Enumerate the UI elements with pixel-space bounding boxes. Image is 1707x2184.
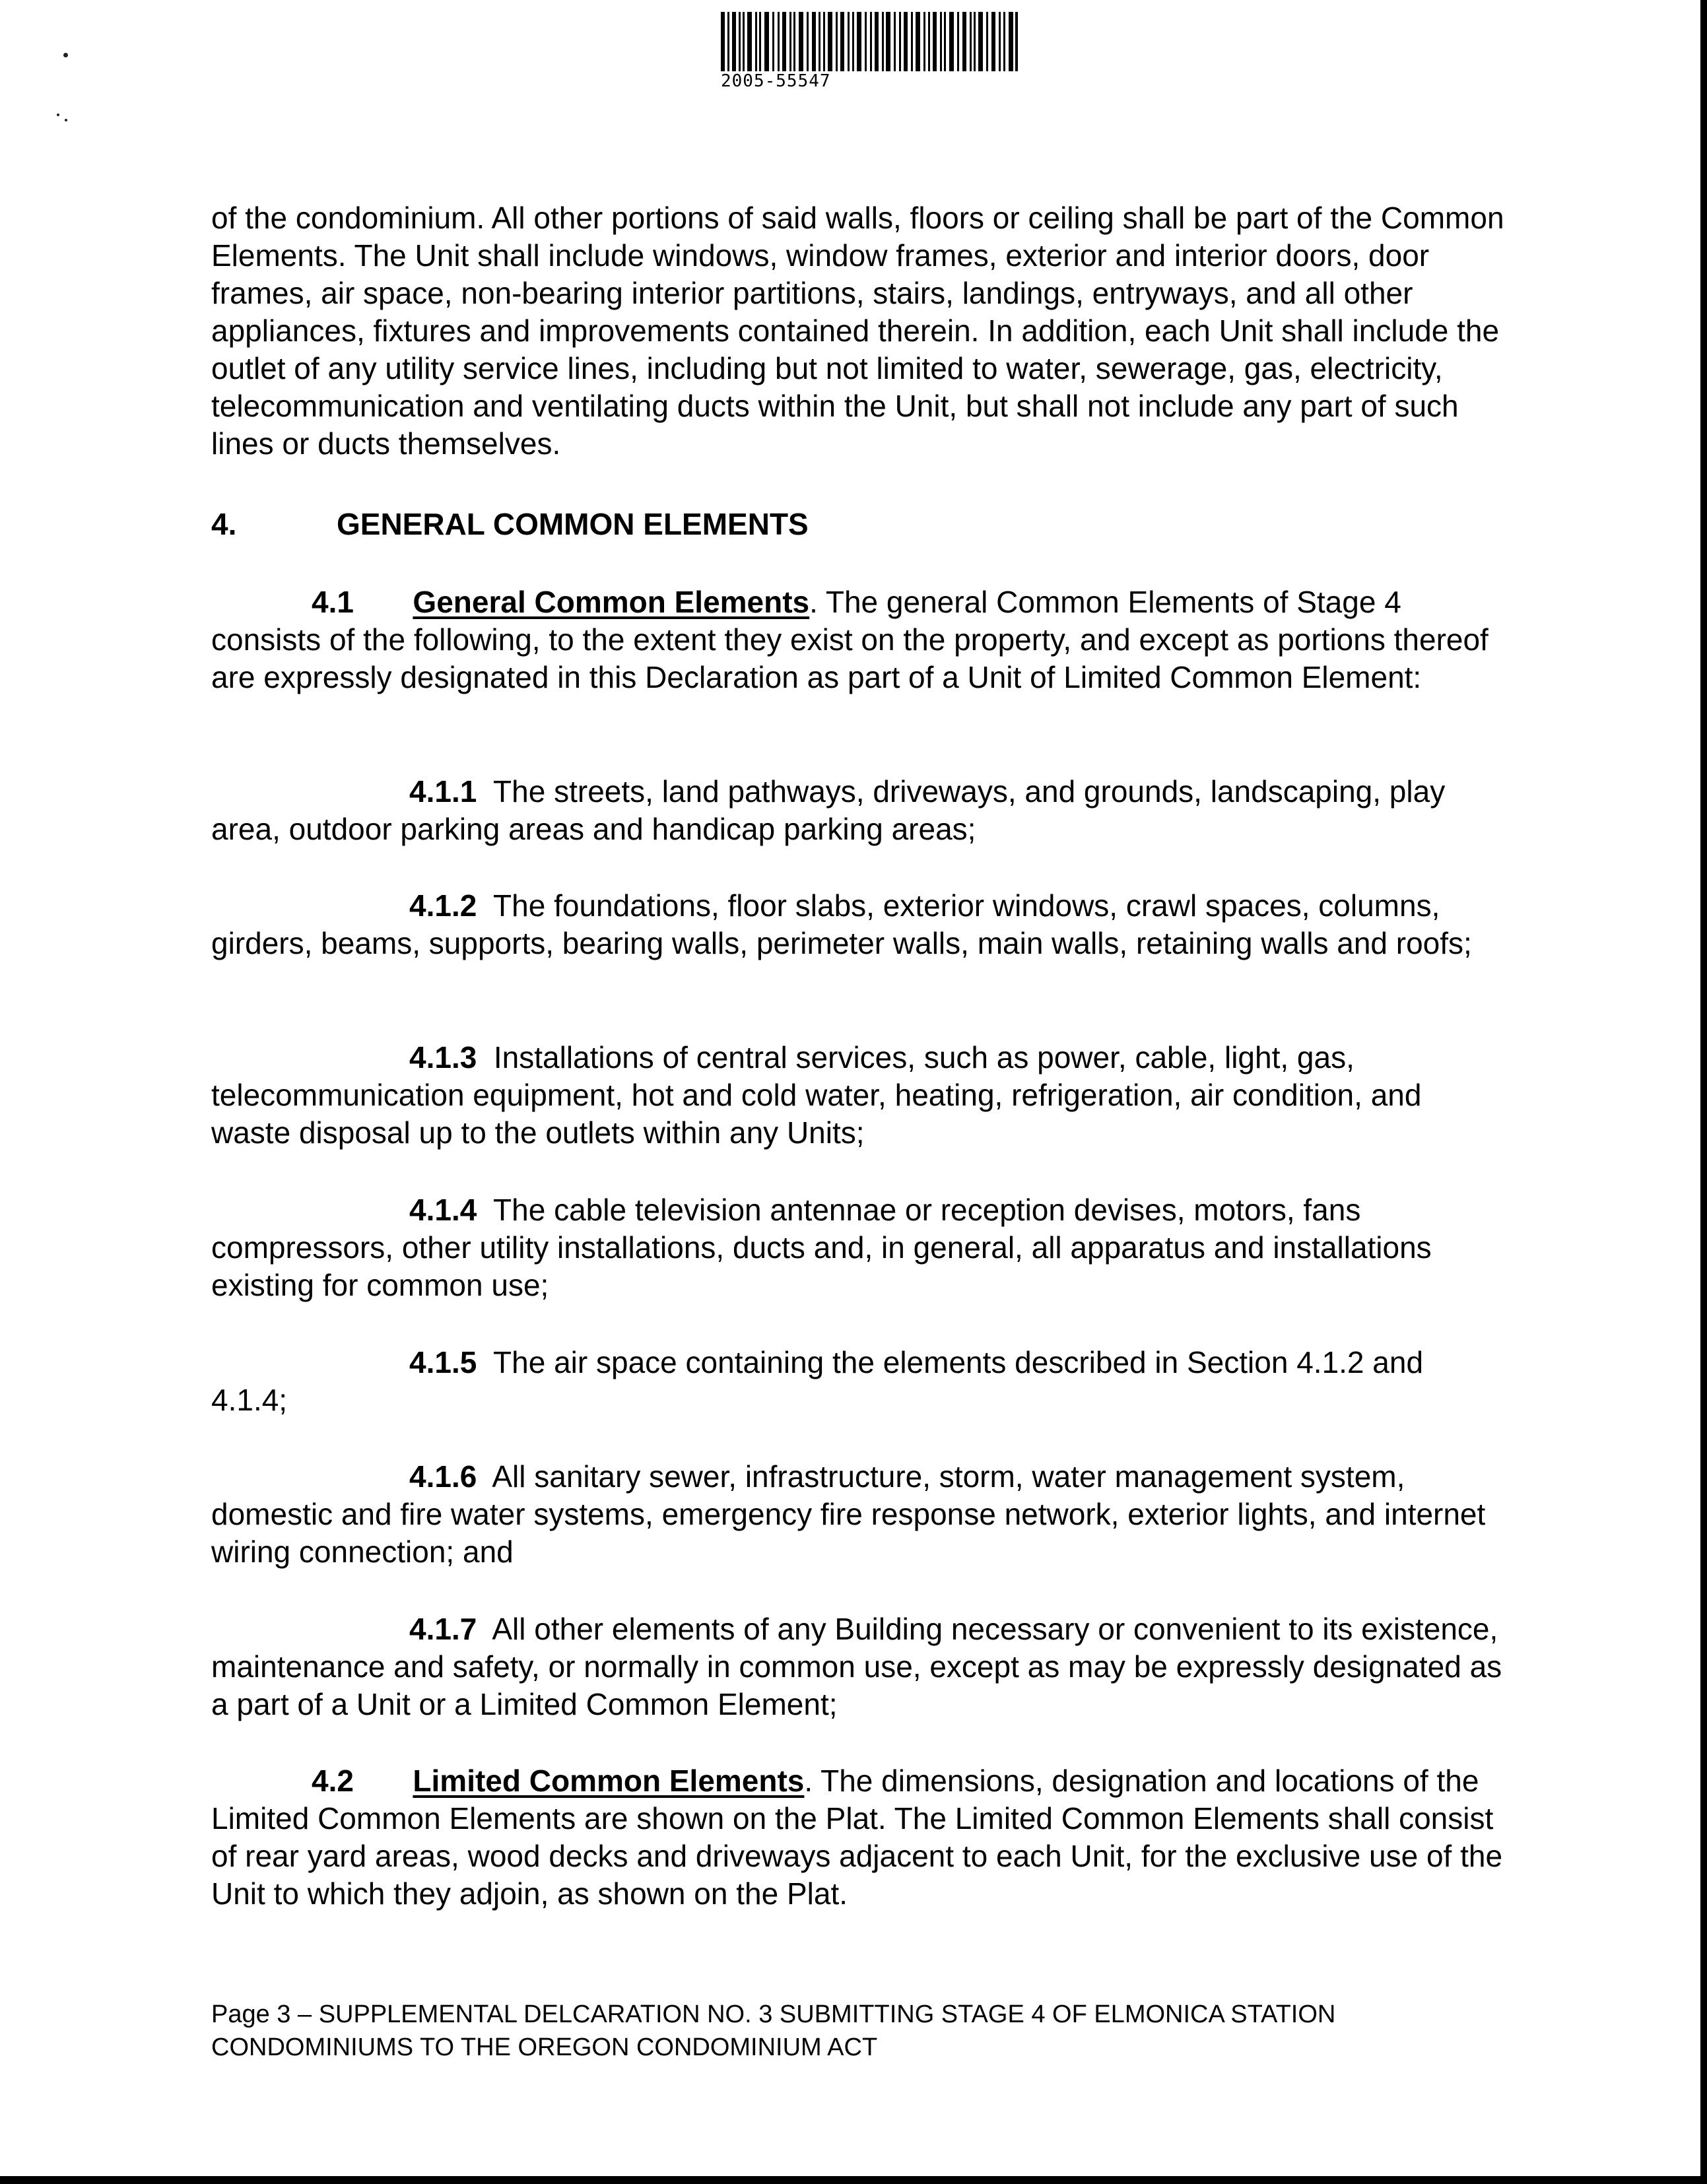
scan-speck xyxy=(65,119,67,121)
subsection-4-1-6 xyxy=(211,1458,1505,1571)
section-number: 4.1 xyxy=(312,585,354,619)
section-4-1-paragraph xyxy=(211,583,1505,696)
section-number: 4.2 xyxy=(312,1764,354,1798)
subsection-number: 4.1.6 xyxy=(409,1459,477,1494)
subsection-number: 4.1.1 xyxy=(409,774,477,809)
subsection-4-1-5 xyxy=(211,1344,1505,1419)
footer-line-2: CONDOMINIUMS TO THE OREGON CONDOMINIUM ACT xyxy=(211,2034,878,2061)
barcode-number: 2005-55547 xyxy=(721,71,831,91)
subsection-text: The foundations, floor slabs, exterior windows, crawl spaces, columns, girders, beams, supports, bearing walls, perimeter walls, main walls, retaining walls and roofs; xyxy=(211,888,1472,960)
page-footer xyxy=(211,1998,1505,2064)
subsection-4-1-3 xyxy=(211,1039,1505,1152)
subsection-number: 4.1.4 xyxy=(409,1193,477,1227)
section-4-2-paragraph xyxy=(211,1762,1505,1913)
subsection-number: 4.1.5 xyxy=(409,1345,477,1379)
subsection-text: The streets, land pathways, driveways, and grounds, landscaping, play area, outdoor parking areas and handicap parking areas; xyxy=(211,774,1446,846)
subsection-number: 4.1.7 xyxy=(409,1612,477,1646)
subsection-4-1-1 xyxy=(211,773,1505,848)
section-title: General Common Elements xyxy=(413,585,810,619)
subsection-text: Installations of central services, such as power, cable, light, gas, telecommunication equipment, hot and cold water, heating, refrigeration, air condition, and waste disposal up to the outlets within any Units; xyxy=(211,1040,1422,1150)
barcode xyxy=(721,12,1018,71)
subsection-number: 4.1.2 xyxy=(409,888,477,923)
subsection-4-1-4 xyxy=(211,1191,1505,1304)
scan-speck xyxy=(63,53,68,57)
continuation-paragraph: of the condominium. All other portions of said walls, floors or ceiling shall be part of the Common Elements. The Unit shall include windows, window frames, exterior and interior doors, door frames, air space, non-bearing interior partitions, stairs, landings, entryways, and all other appliances, fixtures and improvements contained therein. In addition, each Unit shall include the outlet of any utility service lines, including but not limited to water, sewerage, gas, electricity, telecommunication and ventilating ducts within the Unit, but shall not include any part of such lines or ducts themselves. xyxy=(211,201,1504,461)
scan-speck xyxy=(57,114,59,116)
subsection-text: The air space containing the elements described in Section 4.1.2 and 4.1.4; xyxy=(211,1345,1424,1417)
subsection-text: All sanitary sewer, infrastructure, storm, water management system, domestic and fire water systems, emergency fire response network, exterior lights, and internet wiring connection; and xyxy=(211,1459,1486,1569)
footer-line-1: Page 3 – SUPPLEMENTAL DELCARATION NO. 3 SUBMITTING STAGE 4 OF ELMONICA STATION xyxy=(211,2001,1336,2028)
scan-border-bottom xyxy=(0,2176,1707,2184)
section-title: GENERAL COMMON ELEMENTS xyxy=(337,507,809,541)
section-4-heading xyxy=(211,506,809,543)
section-number: 4. xyxy=(211,507,237,541)
section-text: . The dimensions, designation and locations of the Limited Common Elements are shown on the Plat. The Limited Common Elements shall consist of rear yard areas, wood decks and driveways adjacent to each Unit, for the exclusive use of the Unit to which they adjoin, as shown on the Plat. xyxy=(211,1764,1503,1911)
section-text: . The general Common Elements of Stage 4 consists of the following, to the extent they exist on the property, and except as portions thereof are expressly designated in this Declaration as part of a Unit of Limited Common Element: xyxy=(211,585,1489,694)
subsection-4-1-2 xyxy=(211,887,1505,962)
scan-border-right xyxy=(1700,0,1707,2184)
subsection-text: All other elements of any Building necessary or convenient to its existence, maintenance and safety, or normally in common use, except as may be expressly designated as a part of a Unit or a Limited Common Element; xyxy=(211,1612,1502,1721)
subsection-4-1-7 xyxy=(211,1610,1505,1723)
subsection-text: The cable television antennae or reception devises, motors, fans compressors, other utility installations, ducts and, in general, all apparatus and installations existing for common use; xyxy=(211,1193,1432,1302)
subsection-number: 4.1.3 xyxy=(409,1040,477,1075)
section-title: Limited Common Elements xyxy=(413,1764,805,1798)
